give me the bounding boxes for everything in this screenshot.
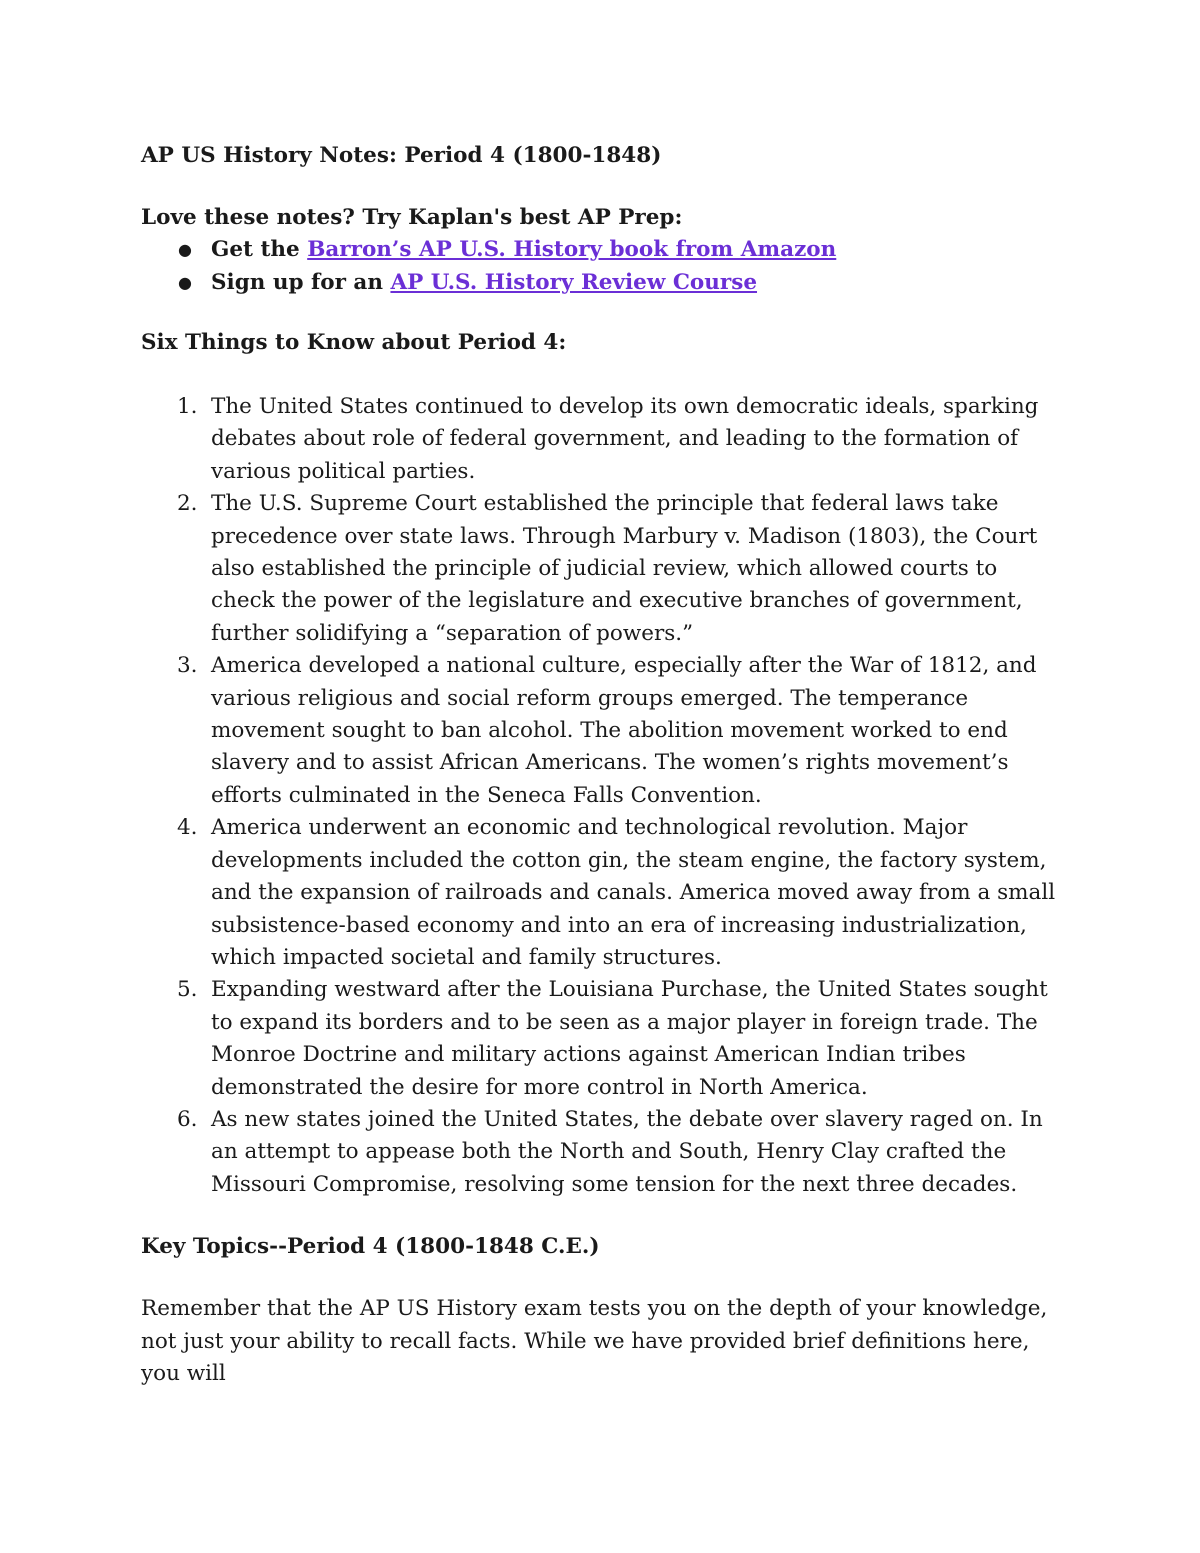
six-things-list — [141, 391, 1061, 1201]
page-title: AP US History Notes: Period 4 (1800-1848) — [141, 143, 662, 168]
promo-item-prefix: Sign up for an — [211, 269, 391, 295]
promo-item — [141, 267, 1061, 300]
promo-heading: Love these notes? Try Kaplan's best AP Prep: — [141, 205, 683, 230]
item-number: 5. — [177, 977, 198, 1003]
item-text: The U.S. Supreme Court established the principle that federal laws take precedence over state laws. Through Marbury v. Madison (1803), the Court also established the principle of judicial review, which allowed courts to check the power of the legislature and executive branches of government, further solidifying a “separation of powers.” — [211, 491, 1038, 646]
list-item — [141, 650, 1061, 812]
list-item — [141, 391, 1061, 488]
item-text: America developed a national culture, especially after the War of 1812, and various religious and social reform groups emerged. The temperance movement sought to ban alcohol. The abolition movement worked to end slavery and to assist African Americans. The women’s rights movement’s efforts culminated in the Seneca Falls Convention. — [211, 653, 1037, 808]
key-topics-intro: Remember that the AP US History exam tests you on the depth of your knowledge, not just your ability to recall facts. While we have provided brief definitions here, you will — [141, 1296, 1048, 1386]
item-number: 6. — [177, 1106, 198, 1132]
item-number: 3. — [177, 653, 198, 679]
promo-item — [141, 234, 1061, 267]
bullet-icon: ● — [178, 272, 192, 292]
item-text: America underwent an economic and technological revolution. Major developments included the cotton gin, the steam engine, the factory system, and the expansion of railroads and canals. America moved away from a small subsistence-based economy and into an era of increasing industrialization, which impacted societal and family structures. — [211, 815, 1056, 970]
list-item — [141, 974, 1061, 1104]
document-page — [141, 128, 1061, 1390]
item-number: 2. — [177, 491, 198, 517]
item-text: Expanding westward after the Louisiana Purchase, the United States sought to expand its borders and to be seen as a major player in foreign trade. The Monroe Doctrine and military actions against American Indian tribes demonstrated the desire for more control in North America. — [211, 977, 1048, 1100]
promo-item-prefix: Get the — [211, 237, 308, 262]
list-item — [141, 812, 1061, 974]
barrons-book-link[interactable]: Barron’s AP U.S. History book from Amazon — [307, 237, 837, 262]
six-things-heading: Six Things to Know about Period 4: — [141, 330, 567, 355]
key-topics-heading: Key Topics--Period 4 (1800-1848 C.E.) — [141, 1234, 600, 1260]
item-number: 1. — [177, 394, 198, 419]
item-text: The United States continued to develop its own democratic ideals, sparking debates about role of federal government, and leading to the formation of various political parties. — [211, 394, 1039, 484]
promo-list — [141, 234, 1061, 299]
list-item — [141, 488, 1061, 650]
review-course-link[interactable]: AP U.S. History Review Course — [390, 269, 758, 295]
list-item — [141, 1104, 1061, 1201]
bullet-icon: ● — [178, 240, 192, 259]
item-number: 4. — [177, 815, 198, 841]
item-text: As new states joined the United States, the debate over slavery raged on. In an attempt to appease both the North and South, Henry Clay crafted the Missouri Compromise, resolving some tension for the next three decades. — [211, 1106, 1043, 1197]
